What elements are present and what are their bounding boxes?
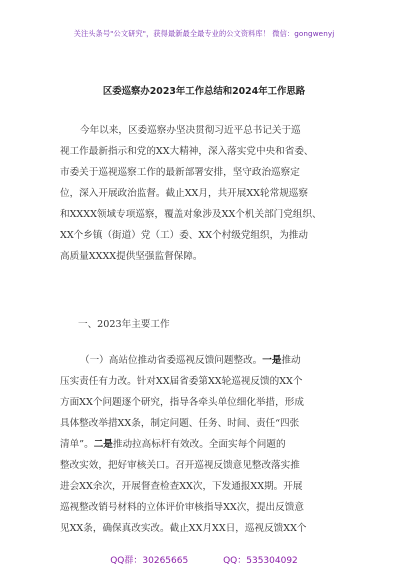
intro-line: 位，深入开展政治监督。截止XX月，共开展XX轮常规巡察 bbox=[60, 188, 308, 199]
intro-line: 今年以来，区委巡察办坚决贯彻习近平总书记关于巡 bbox=[80, 125, 301, 136]
work-line-text: 推动 bbox=[281, 355, 301, 366]
emphasis-text: 一是 bbox=[262, 355, 282, 366]
qq-group-number: QQ群：30265665 bbox=[110, 556, 189, 566]
work-line-text: （一）高站位推动省委巡视反馈问题整改。 bbox=[80, 355, 263, 366]
intro-paragraph bbox=[60, 120, 352, 267]
work-line: 整改实效，把好审核关口。召开巡视反馈意见整改落实推 bbox=[60, 460, 300, 471]
section-heading: 一、2023年主要工作 bbox=[78, 319, 170, 330]
intro-line: XX个乡镇（街道）党（工）委、XX个村级党组织，为推动 bbox=[60, 230, 308, 241]
header-note: 关注头条号"公文研究"，获得最新最全最专业的公文资料库！ 微信：gongwenyj bbox=[73, 29, 335, 38]
intro-line: 市委关于巡视巡察工作的最新部署安排，坚守政治巡察定 bbox=[60, 167, 300, 178]
work-line: 方面XX个问题逐个研究，指导各牵头单位细化举措，形成 bbox=[60, 397, 304, 408]
work-line bbox=[60, 350, 352, 371]
work-paragraph bbox=[60, 350, 352, 539]
work-line-text: 清单”。 bbox=[60, 439, 94, 450]
intro-line: 视工作最新指示和党的XX大精神，深入落实党中央和省委、 bbox=[60, 146, 314, 157]
emphasis-text: 二是 bbox=[93, 439, 113, 450]
document-title: 区委巡察办2023年工作总结和2024年工作思路 bbox=[102, 86, 306, 97]
work-line bbox=[60, 434, 352, 455]
work-line: 具体整改举措XX条，制定问题、任务、时间、责任“四张 bbox=[60, 418, 300, 429]
intro-line: 和XXXX领域专项巡察，覆盖对象涉及XX个机关部门党组织、 bbox=[60, 209, 322, 220]
footer-contact bbox=[0, 553, 408, 566]
work-line: 压实责任有力改。针对XX届省委第XX轮巡视反馈的XX个 bbox=[60, 376, 303, 387]
work-line-text: 推动拉高标杆有效改。全面实每个问题的 bbox=[112, 439, 286, 450]
work-line: 进会XX余次，开展督查检查XX次，下发通报XX期。开展 bbox=[60, 481, 303, 492]
qq-number: QQ：535304092 bbox=[223, 556, 298, 566]
intro-line: 高质量XXXX提供坚强监督保障。 bbox=[60, 251, 203, 262]
work-line: 巡视整改销号材料的立体评价审核指导XX次，提出反馈意 bbox=[60, 502, 304, 513]
work-line: 见XX条，确保真改实改。截止XX月XX日，巡视反馈XX个 bbox=[60, 523, 307, 534]
